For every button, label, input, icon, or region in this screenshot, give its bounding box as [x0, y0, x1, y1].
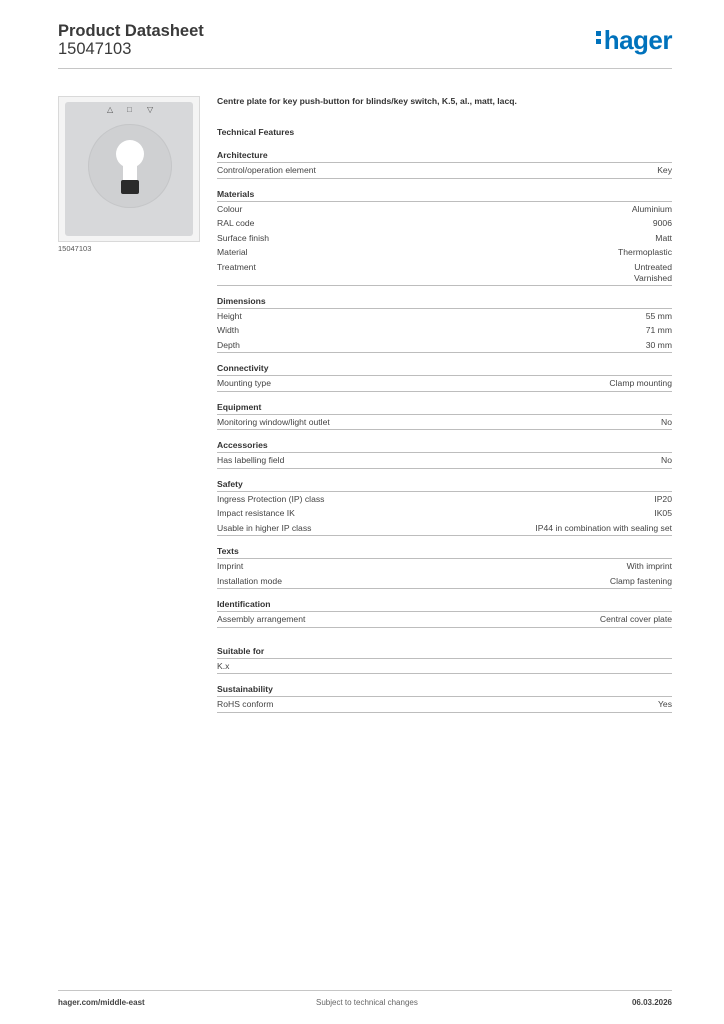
section-rows — [217, 492, 672, 537]
up-arrow-symbol-icon: △ — [107, 105, 114, 114]
section-title: Connectivity — [217, 363, 672, 376]
feature-value: Clamp fastening — [609, 575, 672, 586]
section-materials — [217, 189, 672, 286]
feature-value: Clamp mounting — [609, 378, 672, 388]
feature-label: Depth — [217, 339, 240, 350]
feature-value: No — [661, 416, 672, 427]
feature-row — [217, 506, 672, 521]
section-connectivity — [217, 363, 672, 392]
feature-row — [217, 453, 672, 468]
feature-value: IP20 — [654, 493, 672, 504]
technical-features-heading: Technical Features — [217, 127, 295, 137]
feature-value: Aluminium — [631, 203, 672, 214]
logo-text: hager — [603, 25, 672, 55]
section-rows — [217, 309, 672, 354]
logo-dots-icon — [596, 28, 602, 47]
feature-value: 9006 — [652, 218, 672, 228]
feature-label: Width — [217, 325, 239, 335]
feature-label: Treatment — [217, 261, 256, 272]
footer-website: hager.com/middle-east — [58, 998, 145, 1007]
feature-row — [217, 231, 672, 246]
feature-row — [217, 245, 672, 260]
section-title: Identification — [217, 599, 672, 612]
section-accessories — [217, 440, 672, 469]
feature-value: 71 mm — [645, 325, 672, 335]
section-rows — [217, 415, 672, 431]
feature-row — [217, 202, 672, 217]
section-architecture — [217, 150, 672, 179]
section-rows — [217, 697, 672, 713]
feature-row — [217, 559, 672, 574]
feature-value-line: Varnished — [633, 273, 672, 283]
feature-value: Central cover plate — [599, 614, 672, 624]
feature-label: RAL code — [217, 218, 255, 228]
section-rows — [217, 559, 672, 589]
feature-row — [217, 492, 672, 507]
feature-value: No — [661, 455, 672, 465]
feature-label: Installation mode — [217, 575, 282, 586]
feature-value: 30 mm — [645, 339, 672, 350]
feature-row — [217, 697, 672, 712]
section-identification — [217, 599, 672, 628]
footer-divider — [58, 990, 672, 991]
feature-label: Monitoring window/light outlet — [217, 416, 330, 427]
feature-label: Usable in higher IP class — [217, 522, 312, 533]
feature-row — [217, 163, 672, 178]
feature-value: Matt — [655, 232, 672, 243]
footer-notice: Subject to technical changes — [316, 998, 418, 1007]
section-dimensions — [217, 296, 672, 354]
feature-row — [217, 309, 672, 324]
section-title: Texts — [217, 546, 672, 559]
feature-row — [217, 612, 672, 627]
section-rows — [217, 376, 672, 392]
section-title: Dimensions — [217, 296, 672, 309]
section-suitable-for — [217, 646, 672, 675]
feature-label: RoHS conform — [217, 699, 274, 709]
section-title: Accessories — [217, 440, 672, 453]
feature-row — [217, 376, 672, 391]
feature-value — [634, 260, 672, 285]
feature-label: Assembly arrangement — [217, 614, 306, 624]
feature-value: Thermoplastic — [618, 247, 672, 257]
feature-value: 55 mm — [645, 310, 672, 321]
feature-label: Surface finish — [217, 232, 270, 243]
feature-row — [217, 260, 672, 285]
header-divider — [58, 68, 672, 69]
product-description: Centre plate for key push-button for blinds/key switch, K.5, al., matt, lacq. — [217, 96, 517, 106]
document-title: Product Datasheet — [58, 22, 204, 40]
section-title: Safety — [217, 479, 672, 492]
section-rows — [217, 453, 672, 469]
feature-label: Colour — [217, 203, 243, 214]
product-image — [58, 96, 200, 242]
feature-label: Has labelling field — [217, 455, 285, 465]
feature-sections — [217, 150, 672, 713]
feature-value-line: Untreated — [634, 261, 672, 272]
feature-row — [217, 521, 672, 536]
section-title: Materials — [217, 189, 672, 202]
section-texts — [217, 546, 672, 589]
section-title: Suitable for — [217, 646, 672, 659]
key-cylinder-core — [121, 180, 139, 194]
feature-label: Imprint — [217, 561, 244, 571]
datasheet-content — [217, 96, 672, 723]
centre-plate-illustration — [65, 102, 193, 236]
feature-label: Control/operation element — [217, 165, 316, 175]
feature-row — [217, 323, 672, 338]
feature-row — [217, 659, 672, 674]
feature-label: Height — [217, 310, 242, 321]
feature-value: IP44 in combination with sealing set — [535, 522, 672, 533]
feature-value: With imprint — [626, 561, 672, 571]
page-header — [58, 22, 672, 68]
feature-label: Material — [217, 247, 248, 257]
image-caption: 15047103 — [58, 244, 92, 253]
section-rows — [217, 612, 672, 628]
feature-value: Key — [657, 165, 672, 175]
feature-row — [217, 216, 672, 231]
feature-value: Yes — [657, 699, 672, 709]
hager-logo — [596, 26, 672, 54]
section-safety — [217, 479, 672, 537]
section-equipment — [217, 402, 672, 431]
feature-label: Impact resistance IK — [217, 508, 295, 518]
feature-label: Mounting type — [217, 378, 271, 388]
section-rows — [217, 202, 672, 286]
footer-date: 06.03.2026 — [631, 998, 672, 1007]
feature-row — [217, 574, 672, 589]
section-rows — [217, 163, 672, 179]
feature-value: IK05 — [654, 508, 672, 518]
key-cylinder-ring — [88, 124, 172, 208]
feature-label: K.x — [217, 660, 230, 671]
feature-label: Ingress Protection (IP) class — [217, 493, 325, 504]
document-number: 15047103 — [58, 40, 132, 58]
down-arrow-symbol-icon: ▽ — [147, 105, 154, 114]
section-title: Sustainability — [217, 684, 672, 697]
section-title: Equipment — [217, 402, 672, 415]
section-sustainability — [217, 684, 672, 713]
section-title: Architecture — [217, 150, 672, 163]
feature-row — [217, 338, 672, 353]
stop-symbol-icon: □ — [127, 105, 132, 114]
feature-row — [217, 415, 672, 430]
section-rows — [217, 659, 672, 675]
